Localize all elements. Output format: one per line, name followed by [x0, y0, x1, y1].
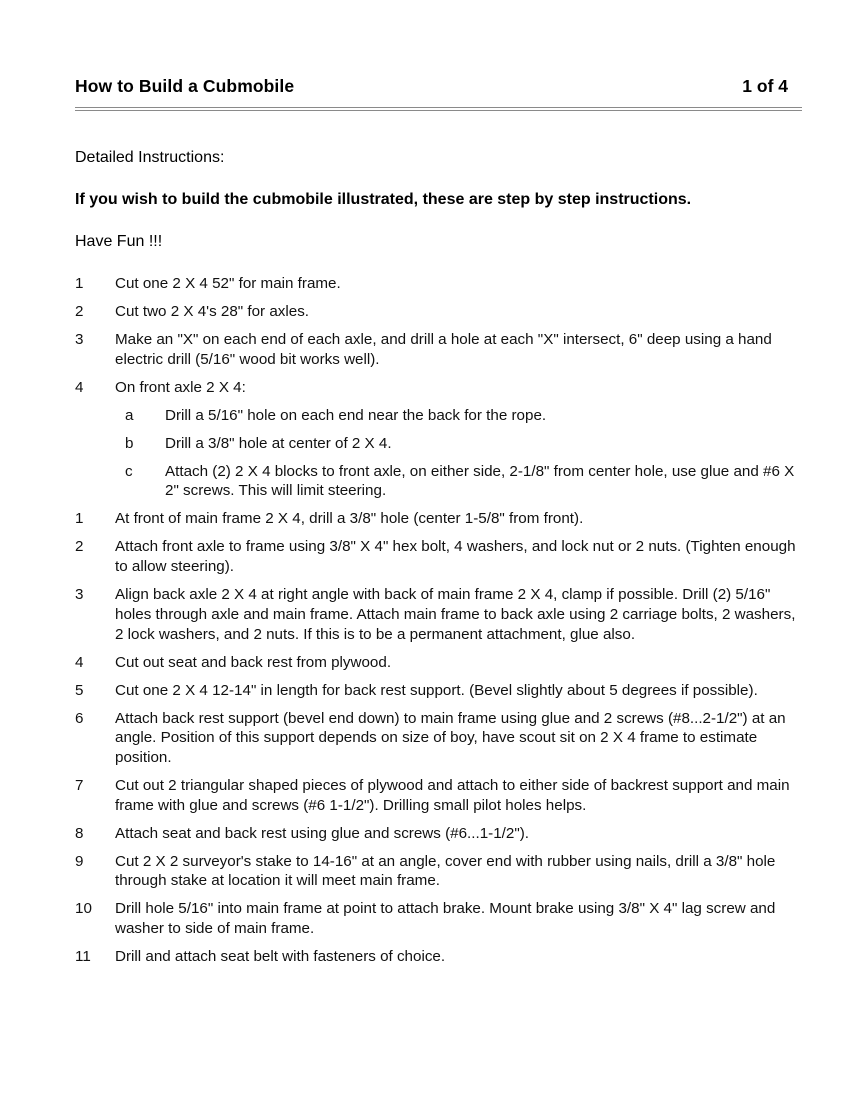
header-divider-second	[75, 110, 802, 111]
document-title: How to Build a Cubmobile	[75, 76, 295, 96]
list-item	[75, 709, 802, 768]
list-item	[75, 852, 802, 891]
step-text: Attach seat and back rest using glue and screws (#6...1-1/2").	[115, 824, 529, 842]
step-text: Cut one 2 X 4 52" for main frame.	[115, 275, 341, 292]
list-item	[75, 330, 802, 369]
sub-list-item	[75, 462, 802, 501]
list-item	[75, 302, 802, 322]
instruction-list	[75, 274, 802, 975]
sub-step-letter: a	[125, 406, 134, 424]
list-item	[75, 681, 802, 701]
sub-list-item	[75, 434, 802, 454]
list-item	[75, 947, 802, 967]
sub-step-letter: b	[125, 434, 134, 452]
step-number: 5	[75, 681, 84, 699]
sub-step-text: Attach (2) 2 X 4 blocks to front axle, on either side, 2-1/8" from center hole, use glue and #6 X 2" screws. This will limit steering.	[165, 462, 795, 500]
step-number: 1	[75, 275, 84, 292]
step-number: 11	[75, 948, 91, 966]
step-text: At front of main frame 2 X 4, drill a 3/8" hole (center 1-5/8" from front).	[115, 510, 584, 528]
step-number: 6	[75, 709, 84, 727]
list-item	[75, 509, 802, 529]
step-number: 4	[75, 378, 84, 396]
header-divider	[75, 107, 802, 108]
step-text: Align back axle 2 X 4 at right angle with back of main frame 2 X 4, clamp if possible. Drill (2) 5/16" holes through axle and main frame. Attach main frame to back axle using 2 carriage bolts, 2 washers, 2 lock washers, and 2 nuts. If this is to be a permanent attachment, glue also.	[115, 586, 796, 643]
step-number: 2	[75, 303, 84, 320]
step-number: 2	[75, 538, 84, 556]
list-item	[75, 899, 802, 938]
step-number: 10	[75, 900, 92, 918]
step-number: 7	[75, 776, 84, 794]
step-text: Cut 2 X 2 surveyor's stake to 14-16" at an angle, cover end with rubber using nails, drill a 3/8" hole through stake at location it will meet main frame.	[115, 852, 776, 890]
step-text: Attach back rest support (bevel end down) to main frame using glue and 2 screws (#8...2-1/2") at an angle. Position of this support depends on size of boy, have scout sit on 2 X 4 frame to estimate position.	[115, 709, 786, 766]
page-header	[75, 76, 802, 96]
step-text: Cut two 2 X 4's 28" for axles.	[115, 303, 310, 320]
step-number: 9	[75, 852, 84, 870]
sub-step-text: Drill a 5/16" hole on each end near the back for the rope.	[165, 406, 547, 424]
step-text: Cut out seat and back rest from plywood.	[115, 653, 392, 671]
step-number: 4	[75, 653, 84, 671]
step-text: Cut out 2 triangular shaped pieces of plywood and attach to either side of backrest support and main frame with glue and screws (#6 1-1/2"). Drilling small pilot holes helps.	[115, 776, 790, 814]
step-text: Attach front axle to frame using 3/8" X 4" hex bolt, 4 washers, and lock nut or 2 nuts. (Tighten enough to allow steering).	[115, 538, 796, 576]
list-item	[75, 585, 802, 644]
step-text: Drill and attach seat belt with fasteners of choice.	[115, 948, 446, 966]
list-item	[75, 537, 802, 576]
list-item	[75, 653, 802, 673]
sub-step-letter: c	[125, 462, 133, 480]
step-number: 3	[75, 586, 84, 604]
step-text: Make an "X" on each end of each axle, and drill a hole at each "X" intersect, 6" deep using a hand electric drill (5/16" wood bit works well).	[115, 331, 772, 368]
step-number: 3	[75, 331, 84, 348]
sub-list-item	[75, 406, 802, 426]
step-text: On front axle 2 X 4:	[115, 378, 246, 396]
intro-paragraph: If you wish to build the cubmobile illustrated, these are step by step instructions.	[75, 191, 692, 208]
page-indicator: 1 of 4	[742, 76, 788, 96]
list-item	[75, 274, 802, 294]
list-item	[75, 824, 802, 844]
sub-step-text: Drill a 3/8" hole at center of 2 X 4.	[165, 434, 392, 452]
step-number: 8	[75, 824, 84, 842]
step-text: Cut one 2 X 4 12-14" in length for back rest support. (Bevel slightly about 5 degrees if possible).	[115, 681, 758, 699]
section-subtitle: Detailed Instructions:	[75, 149, 225, 166]
list-item	[75, 776, 802, 815]
have-fun-text: Have Fun !!!	[75, 233, 163, 250]
list-item	[75, 378, 802, 398]
step-text: Drill hole 5/16" into main frame at point to attach brake. Mount brake using 3/8" X 4" lag screw and washer to side of main frame.	[115, 900, 776, 938]
step-number: 1	[75, 510, 84, 528]
